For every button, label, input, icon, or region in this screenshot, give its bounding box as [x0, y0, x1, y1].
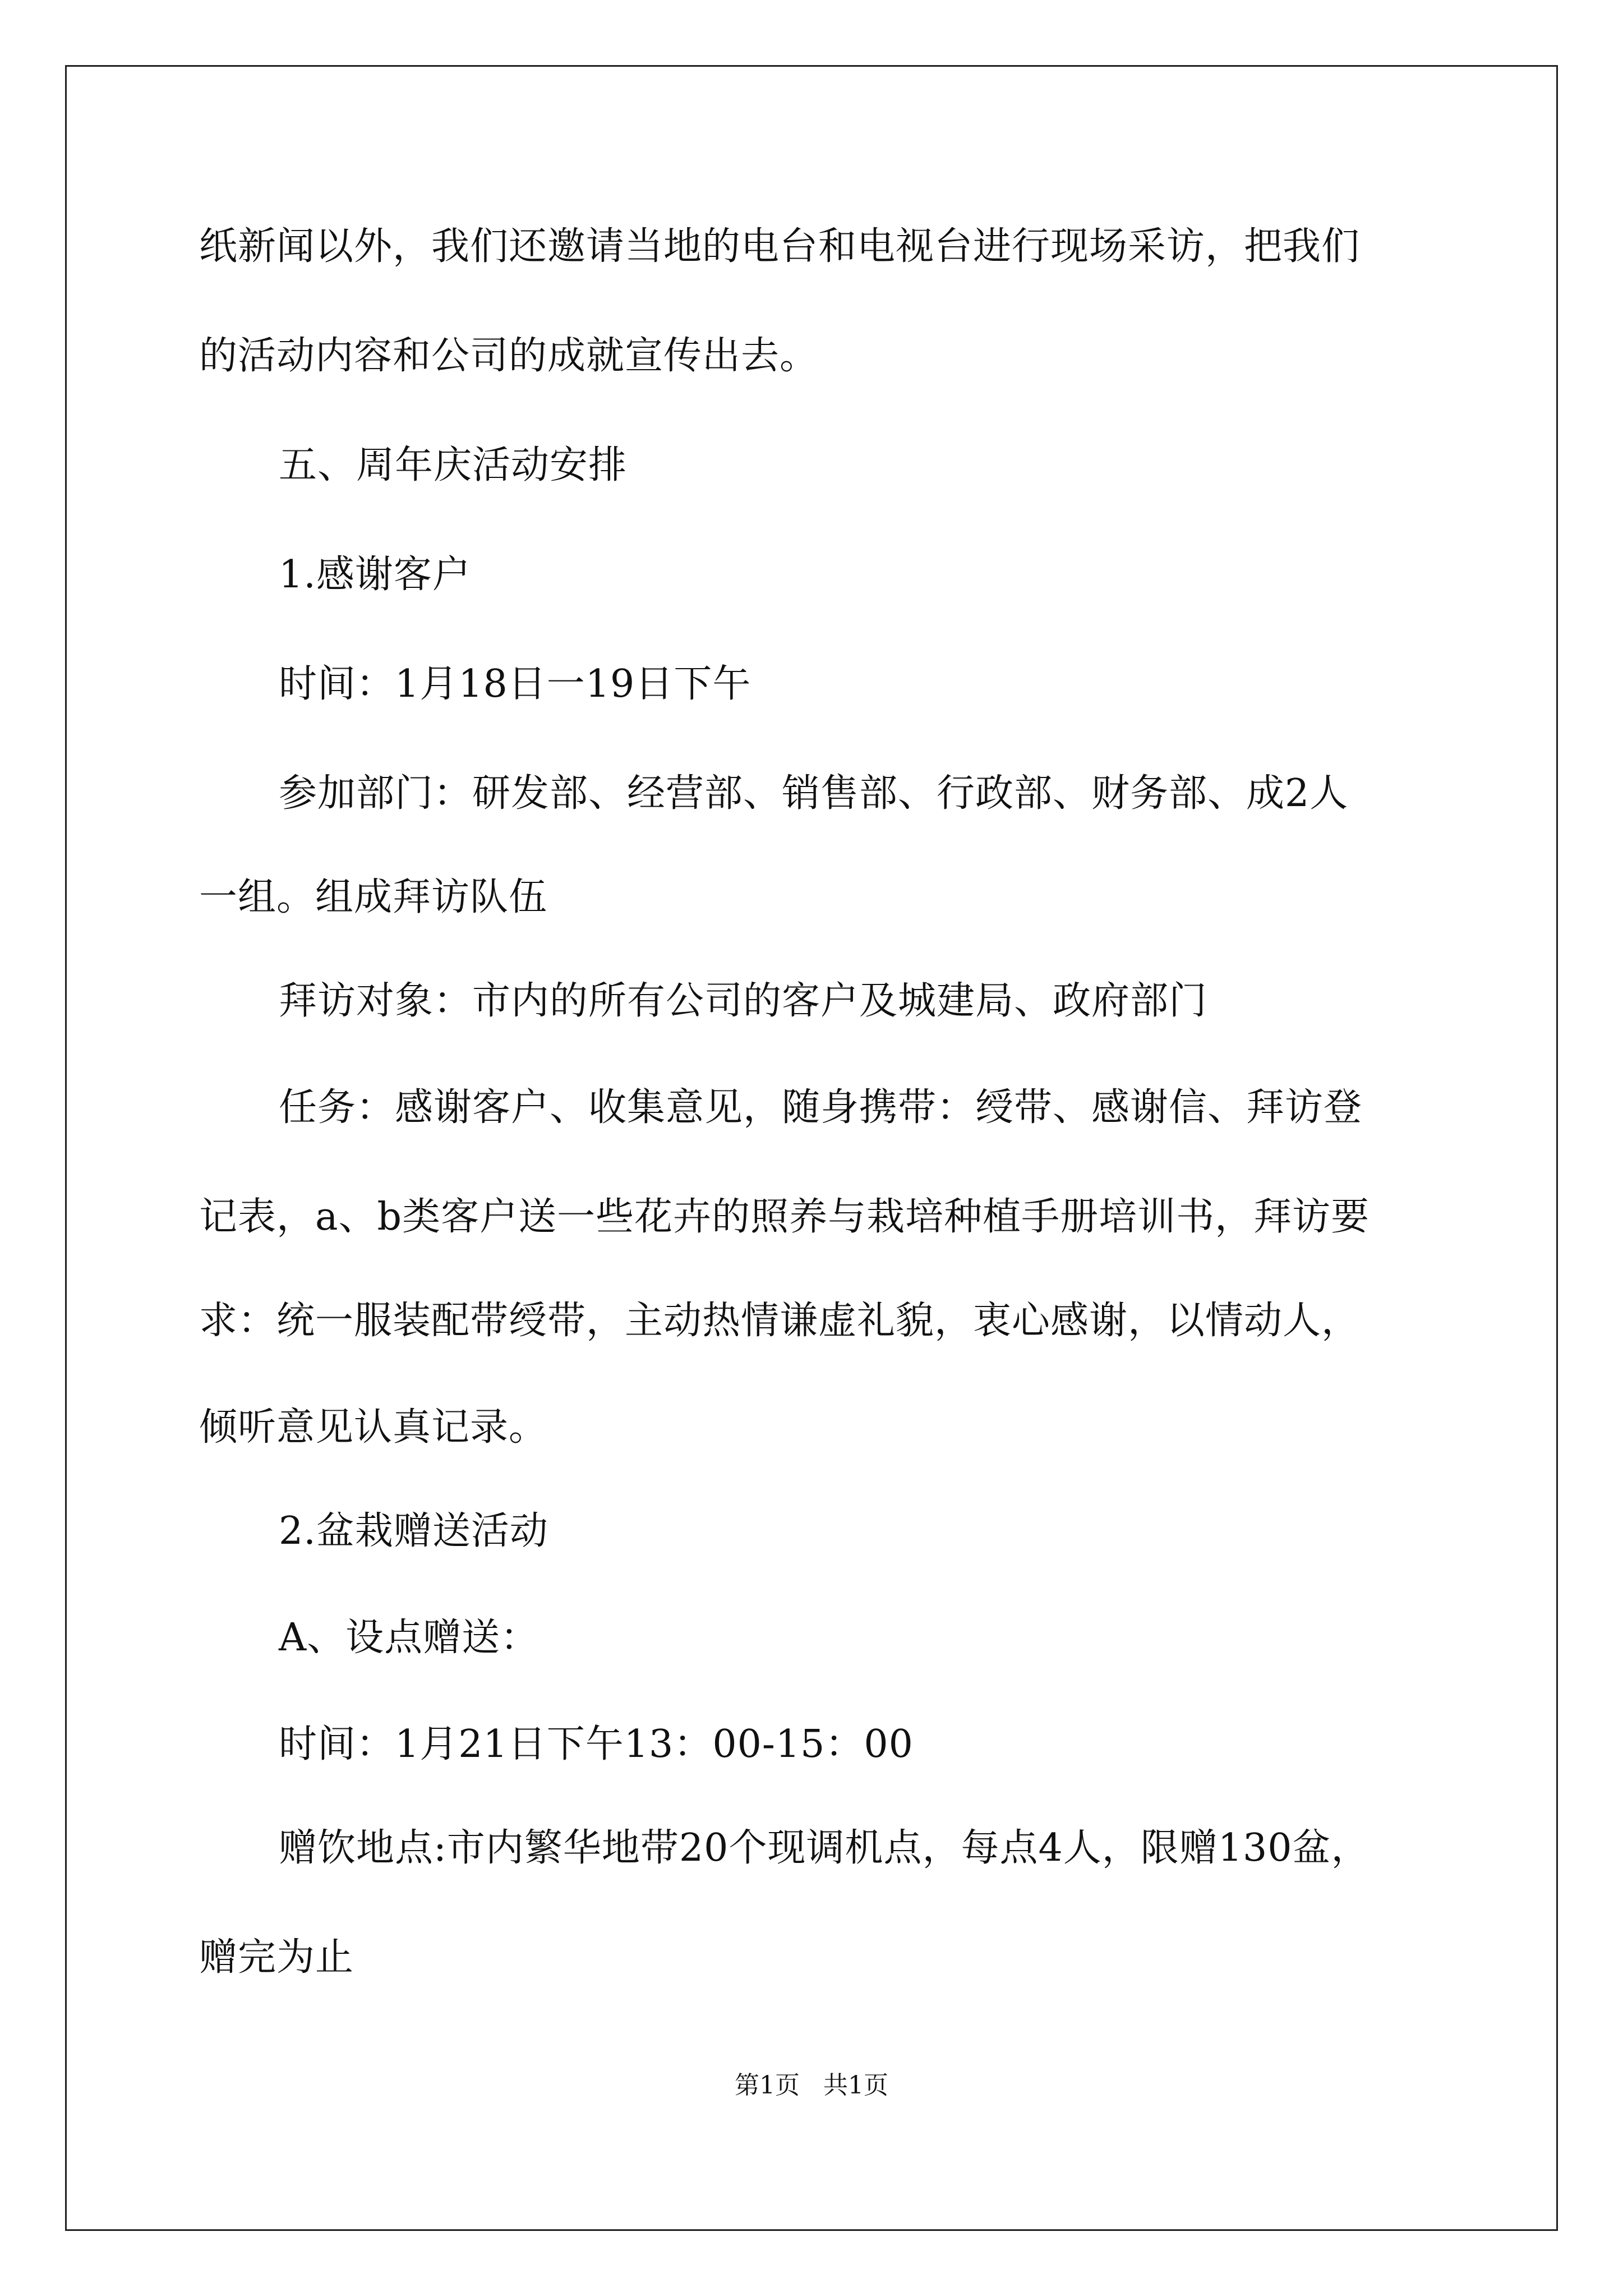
page-border: [65, 65, 1558, 2231]
paragraph-line: 时间：1月21日下午13：00-15：00: [279, 1722, 914, 1766]
paragraph-line: 参加部门：研发部、经营部、销售部、行政部、财务部、成2人: [279, 771, 1349, 816]
section-heading: 五、周年庆活动安排: [279, 443, 628, 487]
paragraph-line: 一组。组成拜访队伍: [199, 875, 548, 919]
paragraph-line: 求：统一服装配带绶带，主动热情谦虚礼貌，衷心感谢，以情动人，: [199, 1299, 1361, 1343]
paragraph-line: 任务：感谢客户、收集意见，随身携带：绶带、感谢信、拜访登: [279, 1085, 1363, 1130]
page-footer: 第1页 共1页: [735, 2071, 888, 2100]
paragraph-line: 的活动内容和公司的成就宣传出去。: [199, 334, 819, 378]
subsection-heading: 1.感谢客户: [279, 553, 471, 597]
subsection-heading: 2.盆栽赠送活动: [279, 1509, 548, 1553]
paragraph-line: 时间：1月18日一19日下午: [279, 662, 751, 706]
paragraph-line: 纸新闻以外，我们还邀请当地的电台和电视台进行现场采访，把我们: [199, 224, 1361, 269]
paragraph-line: A、设点赠送：: [279, 1616, 540, 1660]
paragraph-line: 倾听意见认真记录。: [199, 1405, 548, 1450]
paragraph-line: 记表，a、b类客户送一些花卉的照养与栽培种植手册培训书，拜访要: [199, 1195, 1370, 1239]
paragraph-line: 赠饮地点:市内繁华地带20个现调机点，每点4人，限赠130盆，: [279, 1826, 1370, 1870]
paragraph-line: 赠完为止: [199, 1935, 354, 1980]
paragraph-line: 拜访对象：市内的所有公司的客户及城建局、政府部门: [279, 979, 1208, 1023]
